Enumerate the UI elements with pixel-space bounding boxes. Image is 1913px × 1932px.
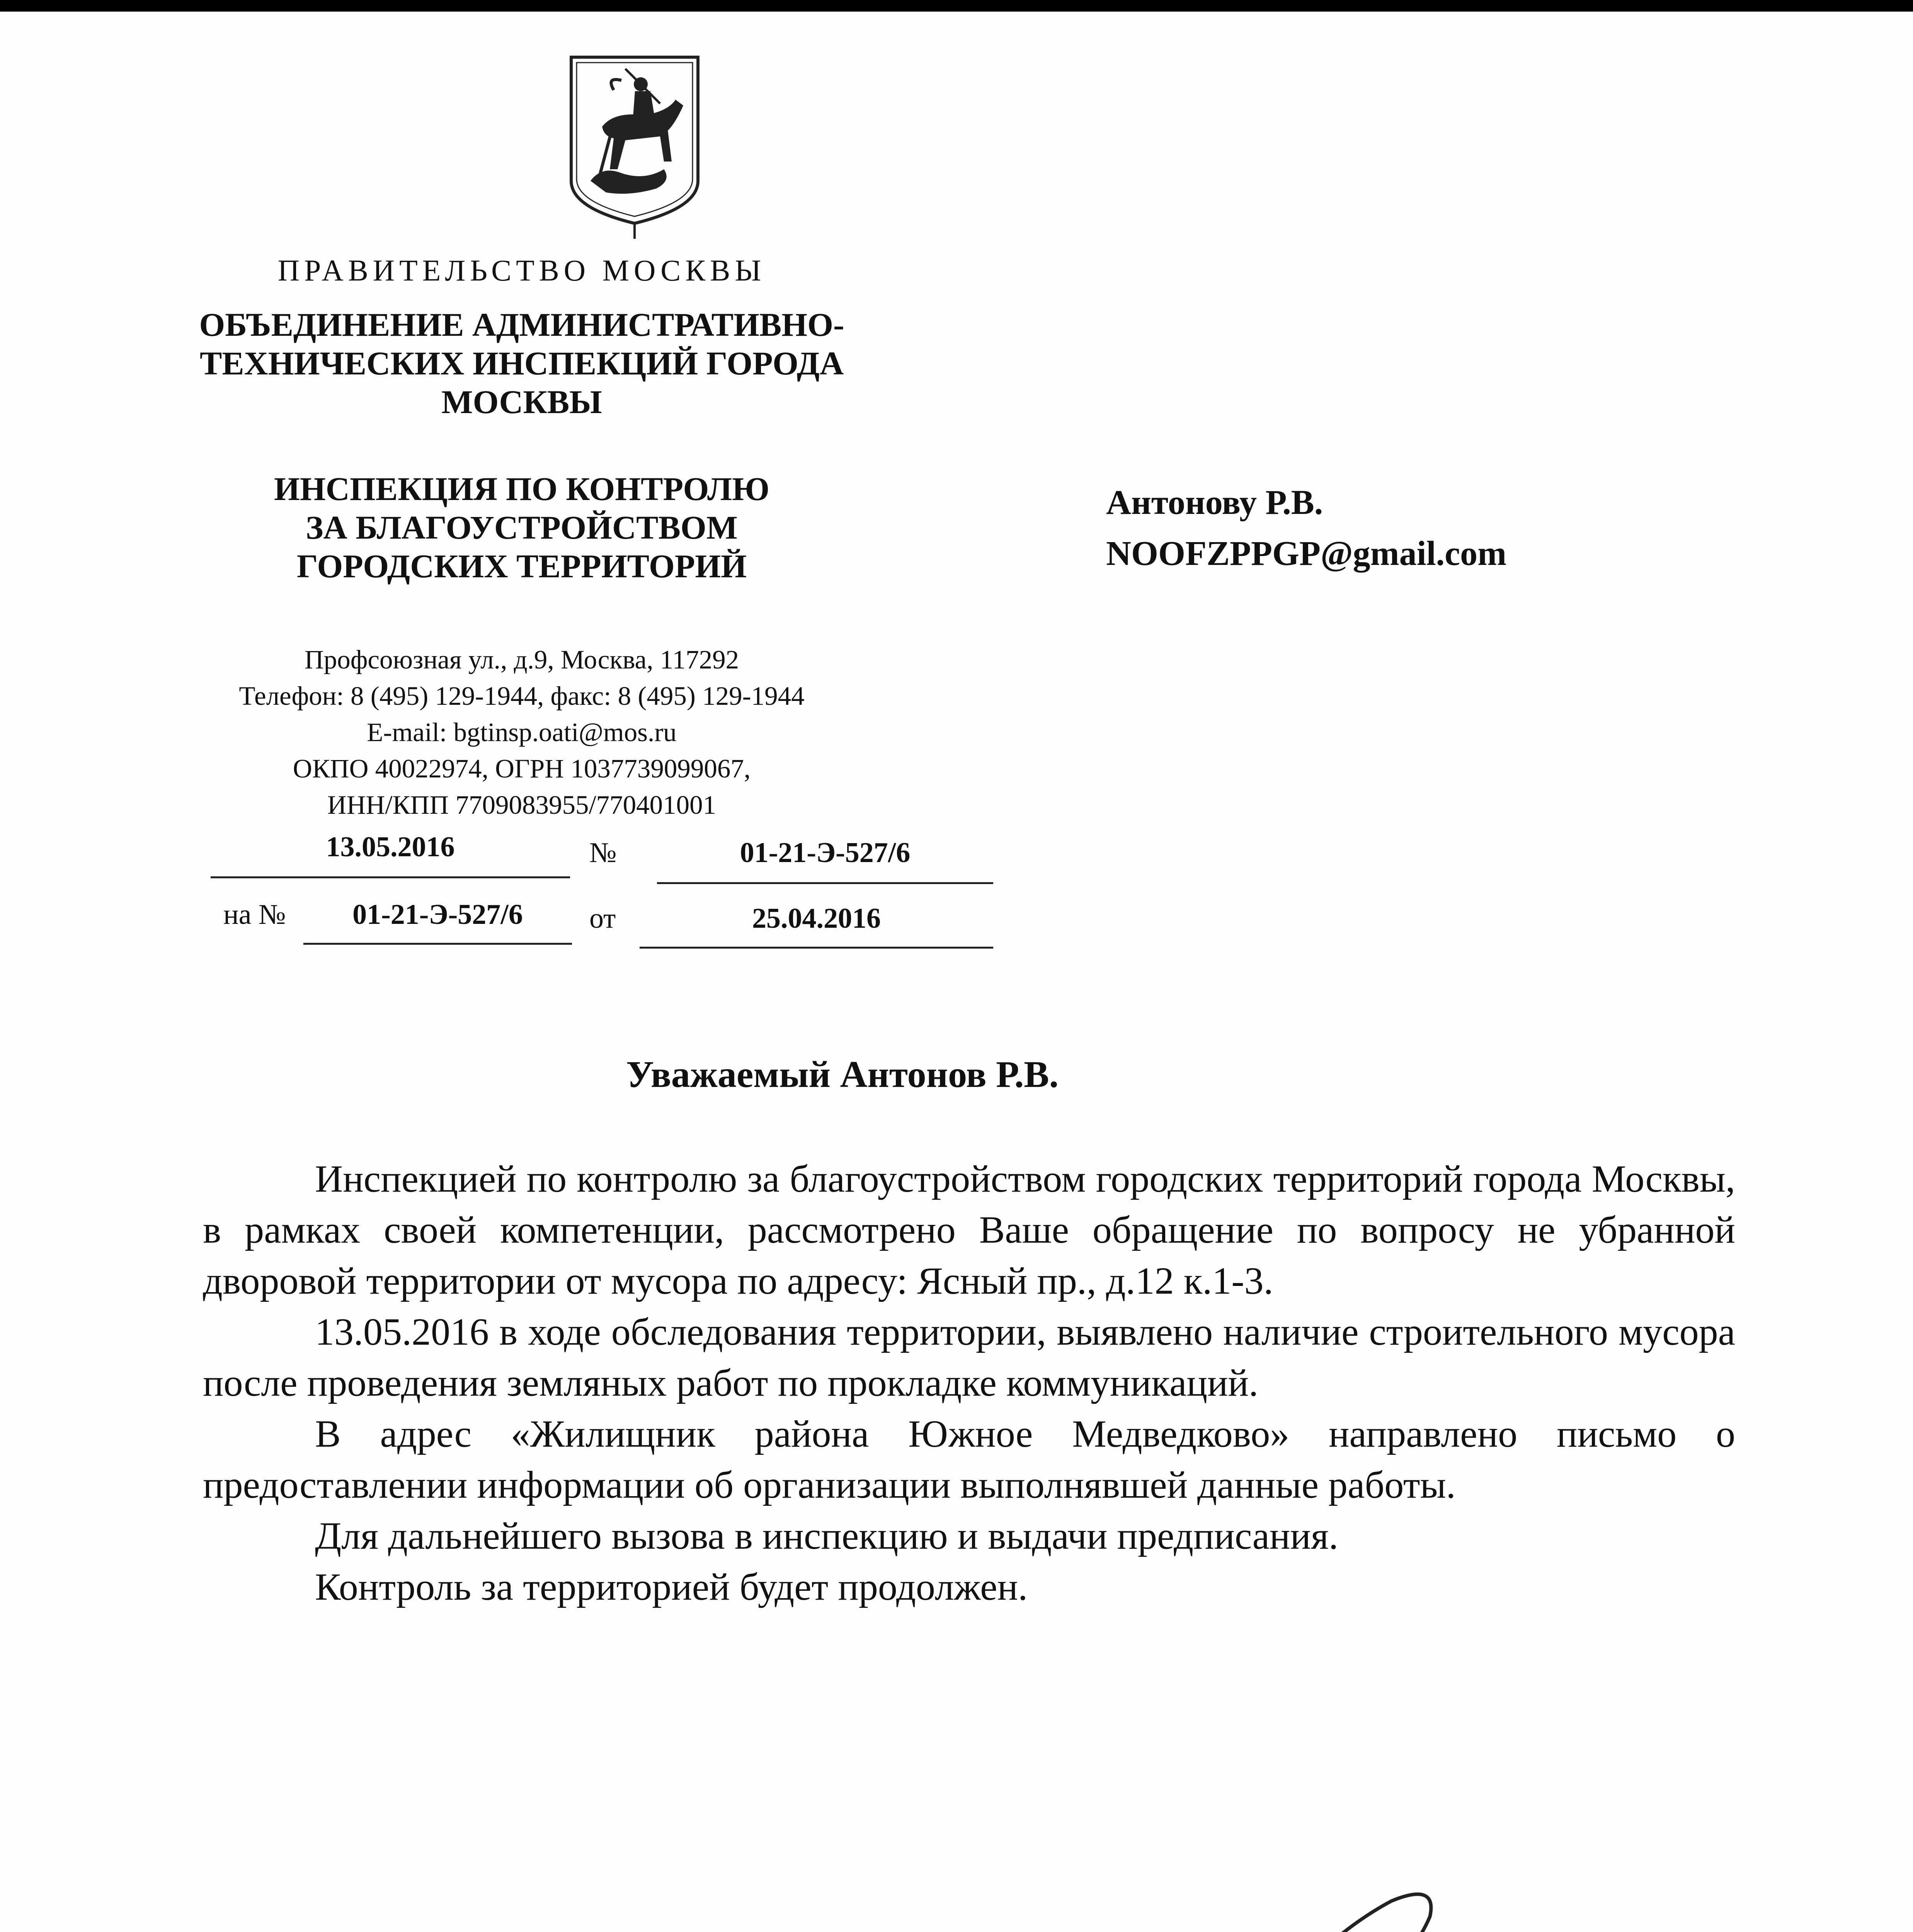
inspection-line: ЗА БЛАГОУСТРОЙСТВОМ <box>306 509 738 546</box>
reply-to-number: 01-21-Э-527/6 <box>352 899 523 930</box>
body-paragraph: Контроль за территорией будет продолжен. <box>315 1565 1028 1608</box>
from-label: от <box>589 903 616 934</box>
recipient-name: Антонову Р.В. <box>1106 483 1323 522</box>
reply-to-date: 25.04.2016 <box>752 903 881 934</box>
organization-line: ОБЪЕДИНЕНИЕ АДМИНИСТРАТИВНО- <box>199 306 844 343</box>
number-label: № <box>589 837 617 869</box>
outgoing-number: 01-21-Э-527/6 <box>740 837 911 869</box>
letter-body <box>203 1153 1735 1612</box>
recipient-block <box>1106 477 1506 579</box>
body-paragraph: В адрес «Жилищник района Южное Медведково» направлено письмо о предоставлении информации об организации выполнявшей данные работы. <box>203 1412 1735 1506</box>
underline <box>640 947 993 949</box>
reply-to-label: на № <box>223 899 286 930</box>
government-title: ПРАВИТЕЛЬСТВО МОСКВЫ <box>277 253 766 287</box>
handwritten-signature <box>928 1816 1507 1932</box>
underline <box>657 882 993 884</box>
scan-top-edge <box>0 0 1913 12</box>
email-line: E-mail: bgtinsp.oati@mos.ru <box>367 718 677 747</box>
inspection-line: ИНСПЕКЦИЯ ПО КОНТРОЛЮ <box>274 470 770 507</box>
moscow-coat-of-arms-emblem <box>567 53 702 239</box>
body-paragraph: Для дальнейшего вызова в инспекцию и выдачи предписания. <box>315 1514 1339 1557</box>
underline <box>303 943 572 945</box>
body-paragraph: Инспекцией по контролю за благоустройством городских территорий города Москвы, в рамках своей компетенции, рассмотрено Ваше обращение по вопросу не убранной дворовой территории от мусора по адресу: Ясный пр., д.12 к.1-3. <box>203 1157 1735 1302</box>
address-line: Профсоюзная ул., д.9, Москва, 117292 <box>304 645 739 674</box>
organization-line: МОСКВЫ <box>441 383 602 420</box>
inspection-name <box>193 469 850 585</box>
phone-line: Телефон: 8 (495) 129-1944, факс: 8 (495) 129-1944 <box>239 681 805 711</box>
inspection-line: ГОРОДСКИХ ТЕРРИТОРИЙ <box>296 548 747 585</box>
organization-line: ТЕХНИЧЕСКИХ ИНСПЕКЦИЙ ГОРОДА <box>199 345 844 382</box>
organization-name <box>193 305 850 421</box>
registry-line: ОКПО 40022974, ОГРН 1037739099067, <box>293 754 751 783</box>
body-paragraph: 13.05.2016 в ходе обследования территории, выявлено наличие строительного мусора после проведения земляных работ по прокладке коммуникаций. <box>203 1310 1735 1404</box>
recipient-email: NOOFZPPGP@gmail.com <box>1106 534 1507 573</box>
salutation: Уважаемый Антонов Р.В. <box>626 1054 1059 1095</box>
underline <box>211 876 570 878</box>
outgoing-date: 13.05.2016 <box>326 831 455 863</box>
contact-details <box>193 641 850 823</box>
tax-id-line: ИНН/КПП 7709083955/770401001 <box>327 790 717 820</box>
